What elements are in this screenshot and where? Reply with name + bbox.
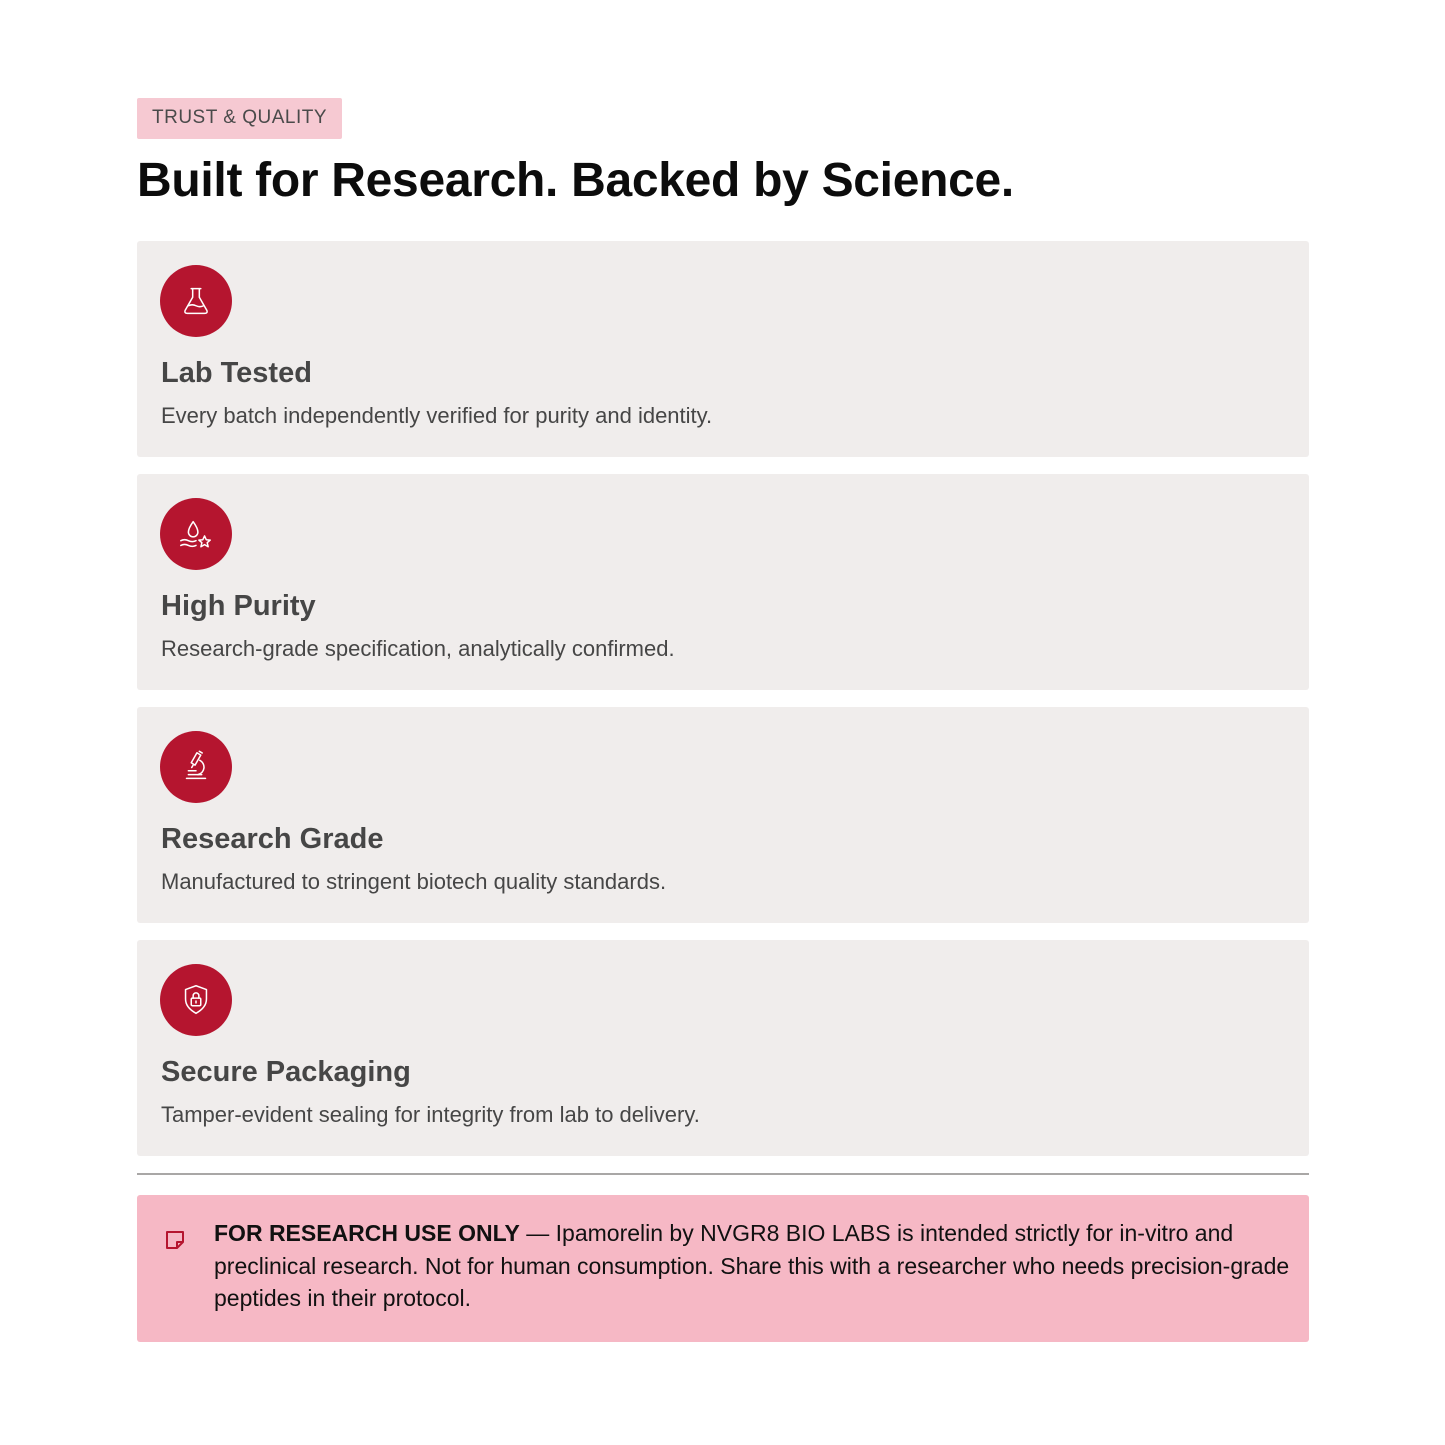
feature-title: Lab Tested <box>161 357 312 389</box>
sticky-note-icon <box>163 1228 187 1252</box>
section-eyebrow: TRUST & QUALITY <box>137 98 342 139</box>
section-headline: Built for Research. Backed by Science. <box>137 154 1014 207</box>
droplet-star-icon <box>160 498 232 570</box>
research-use-notice <box>137 1195 1309 1342</box>
feature-description: Manufactured to stringent biotech quality standards. <box>161 869 667 894</box>
notice-label: FOR RESEARCH USE ONLY <box>214 1220 520 1246</box>
feature-card-secure-packaging <box>137 940 1309 1156</box>
notice-text <box>214 1217 1291 1315</box>
feature-description: Every batch independently verified for purity and identity. <box>161 403 713 428</box>
feature-cards <box>137 241 1309 1156</box>
section-divider <box>137 1173 1309 1175</box>
feature-description: Research-grade specification, analytically confirmed. <box>161 636 675 661</box>
feature-title: Secure Packaging <box>161 1056 411 1088</box>
feature-card-high-purity <box>137 474 1309 690</box>
microscope-icon <box>160 731 232 803</box>
feature-card-research-grade <box>137 707 1309 923</box>
feature-title: High Purity <box>161 590 316 622</box>
trust-quality-section <box>137 98 1309 1342</box>
feature-card-lab-tested <box>137 241 1309 457</box>
feature-title: Research Grade <box>161 823 384 855</box>
shield-lock-icon <box>160 964 232 1036</box>
feature-description: Tamper-evident sealing for integrity from lab to delivery. <box>161 1102 700 1127</box>
notice-body: — Ipamorelin by NVGR8 BIO LABS is intended strictly for in-vitro and preclinical research. Not for human consumption. Share this with a researcher who needs precision-grade peptides in their protocol. <box>214 1220 1290 1311</box>
flask-icon <box>160 265 232 337</box>
